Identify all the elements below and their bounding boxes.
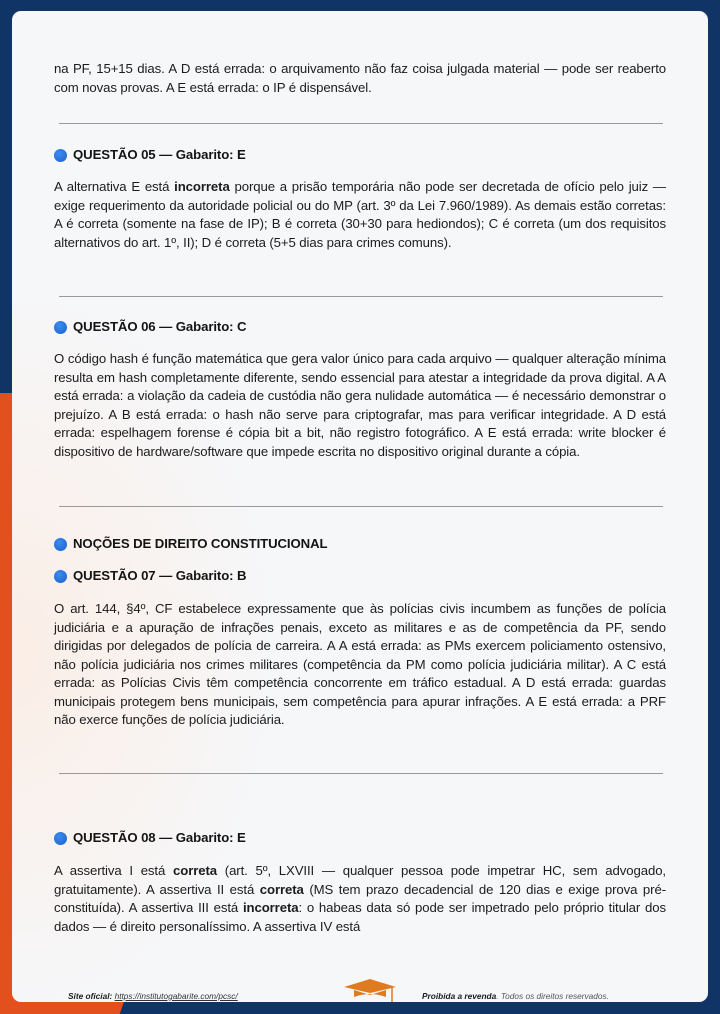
text-run: : o habeas data só pode ser impetrado pelo próprio titular dos dados — é direito personalíssimo. A assertiva IV está [54, 900, 666, 934]
question-05-explanation [54, 178, 666, 252]
emphasis-incorreta: incorreta [242, 900, 299, 915]
text-run: porque a prisão temporária não pode ser decretada de ofício pelo juiz — exige requerimento da autoridade policial ou do MP (art. 3º da Lei 7.960/1989). As demais estão corretas: A é correta (somente na fase de IP); B é correta (30+30 para hediondos); C é correta (um dos requisitos alternativos do art. 1º, II); D é correta (5+5 dias para crimes comuns). [54, 179, 666, 250]
site-url-link[interactable]: https://institutogabarite.com/pcsc/ [114, 991, 238, 1001]
question-06-explanation [54, 350, 666, 461]
graduation-cap-icon [342, 977, 398, 1002]
blue-circle-bullet-icon [54, 832, 67, 845]
section-divider [59, 296, 663, 297]
question-06-heading [54, 318, 246, 337]
section-divider [59, 506, 663, 507]
footer-site-info [68, 991, 238, 1001]
emphasis-correta: correta [259, 881, 304, 897]
question-05-title: QUESTÃO 05 — Gabarito: E [73, 147, 246, 162]
site-label: Site oficial: [68, 991, 113, 1001]
text-run: A assertiva I está [54, 863, 173, 878]
blue-circle-bullet-icon [54, 149, 67, 162]
section-divider [59, 773, 663, 774]
document-page [12, 11, 708, 1002]
text-run: O código hash é função matemática que gera valor único para cada arquivo — qualquer alteração mínima resulta em hash completamente diferente, sendo essencial para atestar a integridade da prova digital. A A está errada: a violação da cadeia de custódia não gera nulidade automática — é necessário demonstrar o prejuízo. A B está errada: o hash não serve para criptografar, mas para verificar integridade. A D está errada: espelhagem forense é cópia bit a bit, não registro fotográfico. A E está errada: write blocker é dispositivo de hardware/software que impede escrita no dispositivo original durante a cópia. [54, 351, 666, 459]
question-08-title: QUESTÃO 08 — Gabarito: E [73, 830, 246, 845]
blue-circle-bullet-icon [54, 321, 67, 334]
subject-heading [54, 535, 327, 554]
text-run: (art. 5º, LXVIII — qualquer pessoa pode impetrar HC, sem advogado, gratuitamente). A assertiva II está [54, 863, 666, 897]
question-08-explanation [54, 862, 666, 936]
intro-paragraph: na PF, 15+15 dias. A D está errada: o arquivamento não faz coisa julgada material — pode ser reaberto com novas provas. A E está errada: o IP é dispensável. [54, 61, 666, 95]
blue-circle-bullet-icon [54, 538, 67, 551]
emphasis-correta: correta [173, 863, 218, 878]
subject-title: NOÇÕES DE DIREITO CONSTITUCIONAL [73, 536, 328, 551]
section-divider [59, 123, 663, 124]
question-07-explanation [54, 600, 666, 730]
blue-circle-bullet-icon [54, 570, 67, 583]
question-07-title: QUESTÃO 07 — Gabarito: B [73, 568, 247, 583]
rights-text: . Todos os direitos reservados. [496, 991, 609, 1001]
question-07-heading [54, 567, 246, 586]
text-run: (MS tem prazo decadencial de 120 dias e exige prova pré-constituída). A assertiva III está [54, 881, 666, 915]
question-08-heading [54, 829, 246, 848]
page-footer [12, 969, 708, 1002]
emphasis-incorreta: incorreta [174, 179, 230, 194]
question-05-heading [54, 146, 246, 165]
footer-rights [422, 991, 609, 1001]
question-06-title: QUESTÃO 06 — Gabarito: C [73, 319, 247, 334]
text-run: A alternativa E está [54, 179, 175, 194]
text-run: O art. 144, §4º, CF estabelece expressamente que às polícias civis incumbem as funções de polícia judiciária e a apuração de infrações penais, exceto as militares e as de competência da PF, sendo dirigidas por delegados de polícia de carreira. A A está errada: as PMs exercem policiamento ostensivo, não polícia judiciária nos crimes militares (competência da PM como polícia judiciária militar). A C está errada: as Polícias Civis têm competência concorrente em tráfico estadual. A D está errada: guardas municipais protegem bens municipais, sem competência para apurar infrações. A E está errada: a PRF não exerce funções de polícia judiciária. [54, 601, 666, 727]
resale-notice: Proibida a revenda [422, 991, 497, 1001]
